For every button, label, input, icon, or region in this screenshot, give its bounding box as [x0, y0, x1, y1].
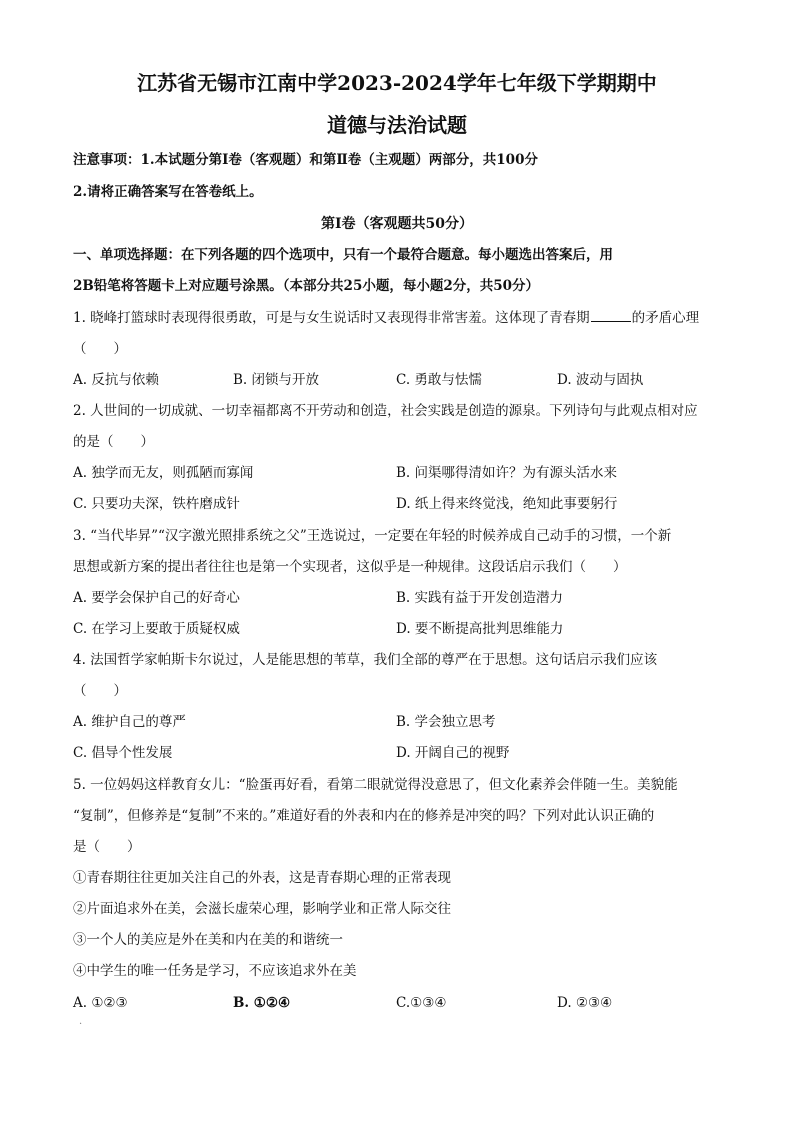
question-5-statement-3: ③一个人的美应是外在美和内在美的和谐统一: [73, 932, 343, 948]
question-2-option-a: A. 独学而无友，则孤陋而寡闻: [73, 465, 254, 481]
question-5-option-d: D. ②③④: [557, 995, 613, 1011]
question-5-statement-1: ①青春期往往更加关注自己的外表，这是青春期心理的正常表现: [73, 870, 451, 886]
question-5-stem-line1: 5. 一位妈妈这样教育女儿：“脸蛋再好看，看第二眼就觉得没意思了，但文化素养会伴随一生。美貌能: [73, 777, 678, 793]
notes-line2: 2.请将正确答案写在答卷纸上。: [73, 184, 263, 200]
question-3-stem-line2: 思想或新方案的提出者往往也是第一个实现者，这似乎是一种规律。这段话启示我们（ ）: [73, 559, 627, 575]
question-5-statement-2: ②片面追求外在美，会滋长虚荣心理，影响学业和正常人际交往: [73, 901, 451, 917]
question-3-option-a: A. 要学会保护自己的好奇心: [73, 590, 240, 606]
question-1-option-b: B. 闭锁与开放: [233, 372, 320, 388]
question-3-option-c: C. 在学习上要敢于质疑权威: [73, 621, 240, 637]
question-4-stem-line1: 4. 法国哲学家帕斯卡尔说过，人是能思想的苇草，我们全部的尊严在于思想。这句话启示我们应该: [73, 652, 658, 668]
section-instruction-line2: 2B铅笔将答题卡上对应题号涂黑。（本部分共25小题，每小题2分，共50分）: [73, 278, 540, 294]
question-2-option-c: C. 只要功夫深，铁杵磨成针: [73, 496, 240, 512]
section-instruction-line1: 一、单项选择题：在下列各题的四个选项中，只有一个最符合题意。每小题选出答案后，用: [73, 247, 613, 263]
question-4-option-d: D. 开阔自己的视野: [396, 745, 510, 761]
exam-title-line1: 江苏省无锡市江南中学2023-2024学年七年级下学期期中: [137, 71, 657, 95]
exam-title-line2: 道德与法治试题: [327, 113, 467, 137]
question-4-option-c: C. 倡导个性发展: [73, 745, 173, 761]
question-4-option-a: A. 维护自己的尊严: [73, 714, 186, 730]
question-5-stem-line3: 是（ ）: [73, 839, 141, 855]
question-1-stem-after: 的矛盾心理: [631, 310, 700, 326]
question-5-statement-4: ④中学生的唯一任务是学习，不应该追求外在美: [73, 963, 357, 979]
question-1-stem-line2: （ ）: [73, 341, 127, 357]
answer-blank: [591, 309, 631, 322]
section-title: 第Ⅰ卷（客观题共50分）: [320, 216, 474, 232]
question-5-stem-line2: “复制”，但修养是“复制”不来的。”难道好看的外表和内在的修养是冲突的吗？下列对此认识正确的: [73, 808, 655, 824]
question-2-option-d: D. 纸上得来终觉浅，绝知此事要躬行: [396, 496, 618, 512]
question-1-option-d: D. 波动与固执: [557, 372, 644, 388]
question-5-option-c: C.①③④: [396, 995, 447, 1011]
question-5-option-a: A. ①②③: [73, 995, 128, 1011]
question-3-option-d: D. 要不断提高批判思维能力: [396, 621, 564, 637]
question-4-option-b: B. 学会独立思考: [396, 714, 496, 730]
scan-speck: ·: [79, 1019, 83, 1030]
question-2-stem-line2: 的是（ ）: [73, 434, 154, 450]
question-4-stem-line2: （ ）: [73, 683, 127, 699]
question-2-stem-line1: 2. 人世间的一切成就、一切幸福都离不开劳动和创造，社会实践是创造的源泉。下列诗句与此观点相对应: [73, 403, 698, 419]
question-2-option-b: B. 问渠哪得清如许？为有源头活水来: [396, 465, 618, 481]
notes-line1: 注意事项：1.本试题分第Ⅰ卷（客观题）和第Ⅱ卷（主观题）两部分，共100分: [73, 152, 538, 168]
question-5-option-b: B. ①②④: [233, 995, 291, 1011]
question-1-stem: [73, 309, 699, 327]
question-1-option-a: A. 反抗与依赖: [73, 372, 159, 388]
question-3-stem-line1: 3. “当代毕昇”“汉字激光照排系统之父”王选说过，一定要在年轻的时候养成自己动手的习惯，一个新: [73, 528, 672, 544]
question-1-stem-before: 1. 晓峰打篮球时表现得很勇敢，可是与女生说话时又表现得非常害羞。这体现了青春期: [73, 310, 590, 326]
question-3-option-b: B. 实践有益于开发创造潜力: [396, 590, 564, 606]
question-1-option-c: C. 勇敢与怯懦: [396, 372, 482, 388]
